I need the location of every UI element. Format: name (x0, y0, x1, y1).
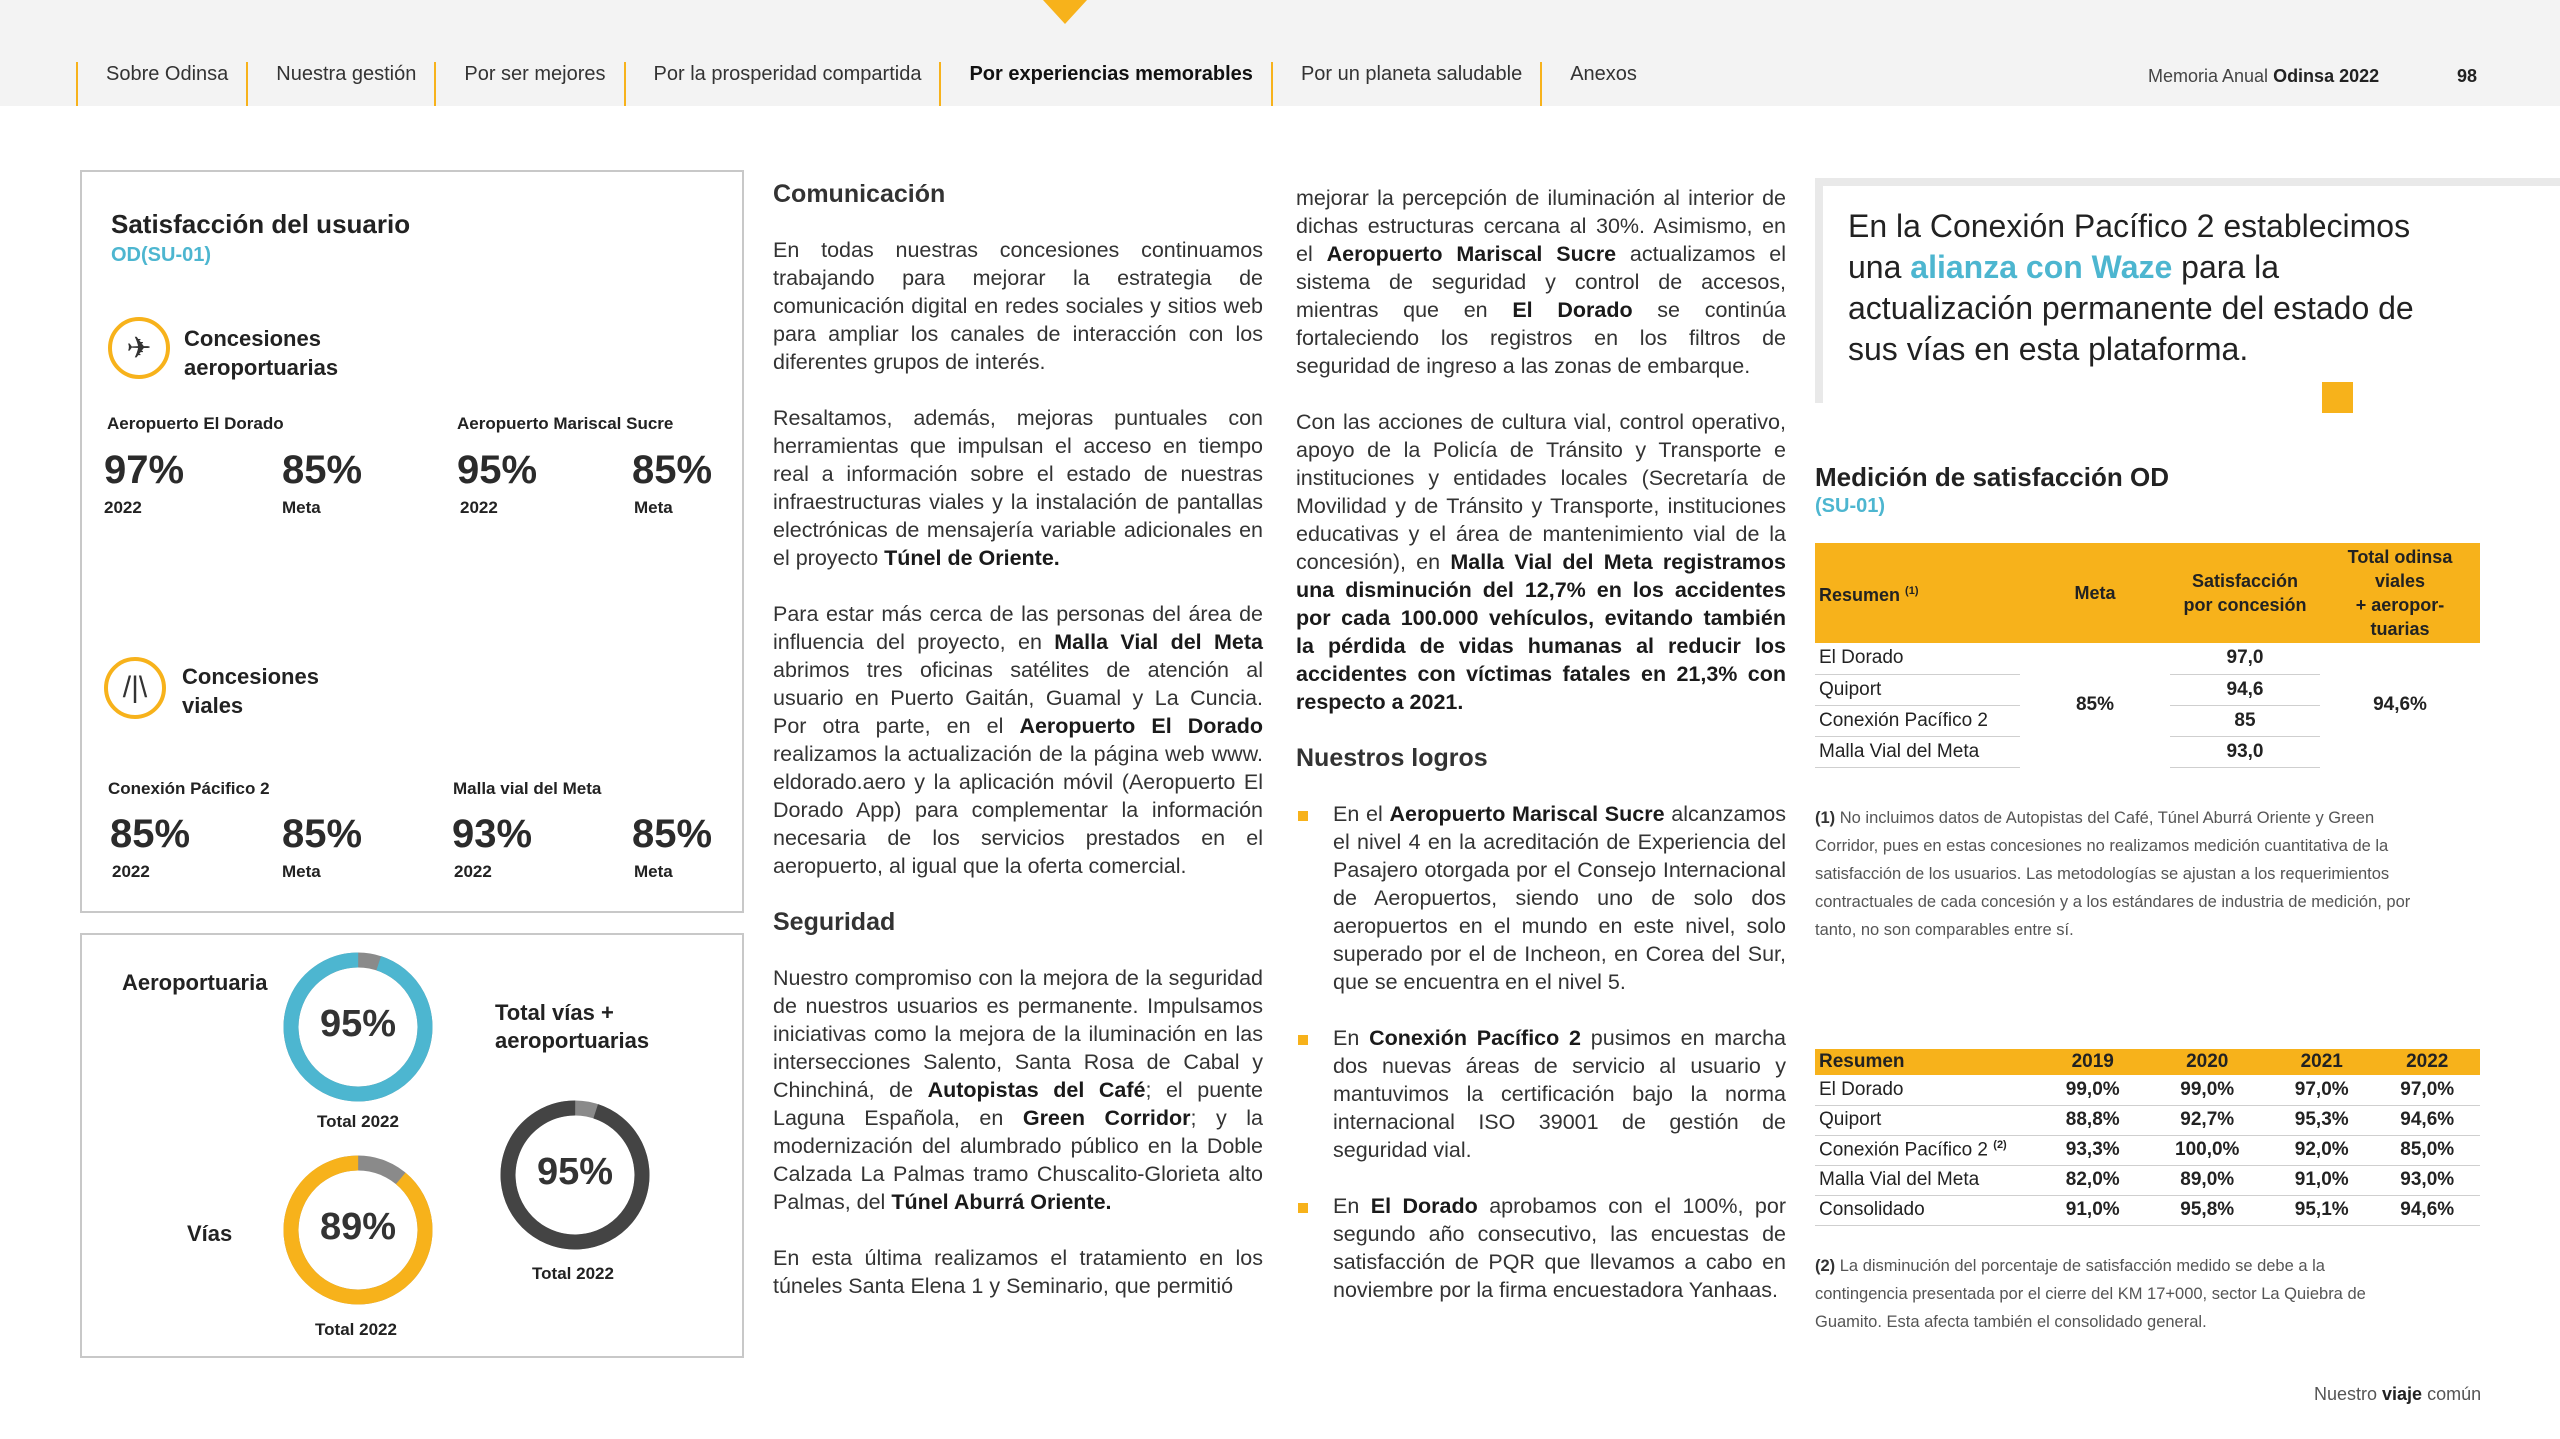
cell-2020: 92,7% (2145, 1105, 2269, 1135)
th-resumen-text: Resumen (1819, 585, 1901, 605)
row-name: El Dorado (1815, 643, 2020, 674)
b2-a: En (1333, 1026, 1370, 1050)
p2-text: Resaltamos, además, mejoras puntuales con herramientas que impulsan el acceso en tiempo real a información sobre el estado de nuestras infraestructuras viales y la instalación de pantallas electrónicas de mensajería variable adicionales en el proyecto (773, 406, 1263, 570)
p3-text-c: abrimos tres oficinas satélites de atención al usuario en Puerto Gaitán, Guamal y La Cuncia. Por otra parte, en el (773, 658, 1263, 738)
fn2-mark: (2) (1815, 1257, 1836, 1275)
vias-donut-caption: Total 2022 (315, 1320, 397, 1339)
b3-c: aprobamos con el 100%, por segundo año consecutivo, las encuestas de satisfacción de PQR que llevamos a cabo en noviembre por la firma encuestadora Yanhaas. (1333, 1194, 1786, 1302)
p3-bold-b: Malla Vial del Meta (1054, 630, 1263, 654)
para-iluminacion (1296, 184, 1786, 380)
logro-item-pacifico (1296, 1024, 1786, 1164)
row-value: 94,6 (2170, 674, 2320, 705)
airport-label-line2: aeroportuarias (184, 355, 339, 380)
heading-comunicacion: Comunicación (773, 180, 946, 208)
el-dorado-heading: Aeropuerto El Dorado (107, 414, 284, 433)
p4-bold-f: Túnel Aburrá Oriente. (891, 1190, 1112, 1214)
th-satis-1: Satisfacción (2191, 571, 2299, 591)
p3-text-e: realizamos la actualización de la página web www. eldorado.aero y la aplicación móvil (Aeropuerto El Dorado App) para complementar la información necesaria de los servicios prestados en el aeropuerto, al igual que la oferta comercial. (773, 742, 1263, 878)
cell-2019: 88,8% (2040, 1105, 2145, 1135)
malla-vial-heading: Malla vial del Meta (453, 779, 602, 798)
el-dorado-meta-label: Meta (282, 498, 321, 517)
cell-2022: 94,6% (2374, 1105, 2480, 1135)
medicion-title: Medición de satisfacción OD (1815, 462, 2169, 492)
mariscal-sucre-meta: 85% (632, 448, 713, 492)
row-value: 93,0 (2170, 736, 2320, 767)
total-label-line1: Total vías + (495, 1000, 614, 1025)
malla-vial-value: 93% (452, 812, 533, 856)
c2p1-e: se continúa fortaleciendo los registros en los filtros de seguridad de ingreso a las zonas de embarque. (1296, 298, 1786, 378)
pacifico-heading: Conexión Pácifico 2 (108, 779, 270, 798)
cell-2019: 93,3% (2040, 1135, 2145, 1165)
el-dorado-meta: 85% (282, 448, 363, 492)
satisfaction-title: Satisfacción del usuario (111, 209, 411, 239)
table-row (1815, 1165, 2480, 1195)
th-resumen (1815, 543, 2020, 643)
row-name: Conexión Pacífico 2 (1819, 1139, 1988, 1161)
cell-2020: 95,8% (2145, 1195, 2269, 1225)
airplane-icon: ✈ (108, 317, 170, 379)
mariscal-sucre-value: 95% (457, 448, 538, 492)
th-total-2: viales (2374, 571, 2426, 591)
row-name: Malla Vial del Meta (1815, 1165, 2040, 1195)
text-column-2 (1296, 184, 1786, 1332)
footer-c: común (2422, 1384, 2482, 1404)
section-nav (76, 62, 1655, 106)
aero-donut-value: 95% (319, 1003, 397, 1045)
b3-b: El Dorado (1370, 1194, 1478, 1218)
row-name: Conexión Pacífico 2 (1815, 705, 2020, 736)
c2p1-c: actualizamos el sistema de seguridad y control de accesos, mientras que en (1296, 242, 1786, 322)
th-2019: 2019 (2040, 1049, 2145, 1075)
report-title-brand: Odinsa 2022 (2273, 66, 2380, 86)
total-cell: 94,6% (2373, 694, 2427, 715)
malla-vial-year: 2022 (454, 862, 492, 881)
nav-por-ser-mejores[interactable]: Por ser mejores (434, 62, 623, 106)
table-row (1815, 1075, 2480, 1105)
cell-2019: 99,0% (2040, 1075, 2145, 1105)
totals-panel (80, 933, 744, 1358)
th-satisfaccion (2170, 543, 2320, 643)
th-total-3: + aeropor- (2355, 595, 2445, 615)
callout-accent-square (2322, 382, 2353, 413)
table-row (1815, 1135, 2480, 1165)
b2-b: Conexión Pacífico 2 (1369, 1026, 1581, 1050)
medicion-footnote (1815, 804, 2415, 944)
row-value: 97,0 (2170, 643, 2320, 674)
pacifico-year: 2022 (112, 862, 150, 881)
cell-2021: 97,0% (2269, 1075, 2374, 1105)
mariscal-sucre-heading: Aeropuerto Mariscal Sucre (457, 414, 674, 433)
medicion-code: (SU-01) (1815, 495, 1886, 517)
b3-a: En (1333, 1194, 1371, 1218)
row-value: 85 (2170, 705, 2320, 736)
report-title (2148, 66, 2379, 87)
text-column-1 (773, 180, 1263, 1328)
callout-text (1848, 206, 2448, 370)
footer-a: Nuestro (2314, 1384, 2383, 1404)
mariscal-sucre-meta-label: Meta (634, 498, 673, 517)
medicion-table (1815, 543, 2480, 768)
road-icon: /|\ (104, 657, 166, 719)
p4-text-c: ; el puente Laguna Española, en (773, 1078, 1263, 1130)
logro-item-eldorado (1296, 1192, 1786, 1304)
p4-bold-b: Autopistas del Café (927, 1078, 1146, 1102)
row-name: Malla Vial del Meta (1815, 736, 2020, 767)
c2p2-a: Con las acciones de cultura vial, control operativo, apoyo de la Policía de Tránsito y Transporte e instituciones y entidades locales (Secretaría de Movilidad y de Tránsito y Transporte, instituciones educativas y el área de mantenimiento vial de la concesión), en (1296, 410, 1786, 574)
th-resumen-sup: (1) (1905, 585, 1919, 597)
fn2-text: La disminución del porcentaje de satisfacción medido se debe a la contingencia presentada por el cierre del KM 17+000, sector La Quiebra de Guamito. Esta afecta también el consolidado general. (1815, 1257, 2366, 1331)
nav-nuestra-gestion[interactable]: Nuestra gestión (246, 62, 434, 106)
pacifico-meta: 85% (282, 812, 363, 856)
para-comunicacion-2 (773, 404, 1263, 572)
b2-c: pusimos en marcha dos nuevas áreas de servicio al usuario y mantuvimos la certificación bajo la norma internacional ISO 39001 de gestión de seguridad vial. (1333, 1026, 1786, 1162)
cell-2021: 95,3% (2269, 1105, 2374, 1135)
logro-item-mariscal (1296, 800, 1786, 996)
cell-2022: 85,0% (2374, 1135, 2480, 1165)
c2p1-b: Aeropuerto Mariscal Sucre (1326, 242, 1617, 266)
cell-2020: 89,0% (2145, 1165, 2269, 1195)
cell-2019: 82,0% (2040, 1165, 2145, 1195)
cell-2021: 91,0% (2269, 1165, 2374, 1195)
cell-2021: 95,1% (2269, 1195, 2374, 1225)
p2-bold: Túnel de Oriente. (884, 546, 1060, 570)
satisfaction-code: OD(SU-01) (111, 244, 212, 266)
th-satis-2: por concesión (2183, 595, 2307, 615)
airport-label-line1: Concesiones (184, 326, 321, 351)
nav-anexos[interactable]: Anexos (1540, 62, 1655, 106)
cell-2022: 94,6% (2374, 1195, 2480, 1225)
el-dorado-year: 2022 (104, 498, 142, 517)
p4-bold-d: Green Corridor (1022, 1106, 1191, 1130)
historico-footnote (1815, 1252, 2415, 1336)
vias-donut-label: Vías (187, 1221, 233, 1246)
fn1-text: No incluimos datos de Autopistas del Café, Túnel Aburrá Oriente y Green Corridor, pues en estas concesiones no realizamos medición cuantitativa de la satisfacción de los usuarios. Las metodologías se ajustan a los requerimientos contractuales de cada concesión y a los estándares de industria de medición, por tanto, no son comparables entre sí. (1815, 809, 2411, 939)
malla-vial-meta: 85% (632, 812, 713, 856)
para-cultura-vial (1296, 408, 1786, 716)
row-sup: (2) (1993, 1138, 2007, 1151)
p4-text-a: Nuestro compromiso con la mejora de la seguridad de nuestros usuarios es permanente. Impulsamos iniciativas como la mejora de la iluminación en las intersecciones Salento, Santa Rosa de Cabal y Chinchiná, de (773, 966, 1263, 1102)
aero-donut-caption: Total 2022 (317, 1112, 399, 1131)
historico-table (1815, 1049, 2480, 1226)
fn1-mark: (1) (1815, 809, 1836, 827)
c2p1-a: mejorar la percepción de iluminación al interior de dichas estructuras cercana al 30%. Asimismo, en el (1296, 186, 1786, 266)
table-row (1815, 643, 2480, 674)
road-concessions-label (182, 662, 319, 720)
p3-text-a: Para estar más cerca de las personas del área de influencia del proyecto, en (773, 602, 1263, 654)
total-label-line2: aeroportuarias (495, 1028, 650, 1053)
row-name: Quiport (1815, 1105, 2040, 1135)
b1-a: En el (1333, 802, 1390, 826)
para-comunicacion-1: En todas nuestras concesiones continuamos trabajando para mejorar la estrategia de comunicación digital en redes sociales y sitios web para ampliar los canales de interacción con los diferentes grupos de interés. (773, 238, 1263, 374)
report-title-prefix: Memoria Anual (2148, 66, 2274, 86)
total-donut-caption: Total 2022 (532, 1264, 614, 1283)
cell-2022: 97,0% (2374, 1075, 2480, 1105)
th-hist-resumen: Resumen (1815, 1049, 2040, 1075)
active-section-marker (1043, 0, 1087, 24)
page-number: 98 (2457, 66, 2478, 86)
malla-vial-meta-label: Meta (634, 862, 673, 881)
nav-experiencias-memorables[interactable]: Por experiencias memorables (939, 62, 1270, 106)
b1-b: Aeropuerto Mariscal Sucre (1389, 802, 1665, 826)
para-seguridad-2: En esta última realizamos el tratamiento en los túneles Santa Elena 1 y Seminario, que permitió (773, 1246, 1263, 1298)
meta-cell: 85% (2075, 694, 2115, 715)
airport-concessions-label (184, 324, 338, 382)
cell-2019: 91,0% (2040, 1195, 2145, 1225)
c2p2-b: Malla Vial del Meta registramos una disminución del 12,7% en los accidentes por cada 100.000 vehículos, evitando también la pérdida de vidas humanas al reducir los accidentes con víctimas fatales en 21,3% con respecto a 2021. (1296, 550, 1786, 714)
callout-text-b: para la actualización permanente del estado de sus vías en esta plataforma. (1848, 249, 2414, 367)
footer-tagline (2314, 1384, 2481, 1405)
row-name: El Dorado (1815, 1075, 2040, 1105)
heading-logros: Nuestros logros (1296, 744, 1488, 772)
p4-text-e: ; y la modernización del alumbrado público en la Doble Calzada La Palmas tramo Chuscalito-Glorieta alto Palmas, del (773, 1106, 1263, 1214)
table-row (1815, 1105, 2480, 1135)
cell-2020: 100,0% (2145, 1135, 2269, 1165)
heading-seguridad: Seguridad (773, 908, 896, 936)
th-total-4: tuarias (2370, 619, 2430, 639)
mariscal-sucre-year: 2022 (460, 498, 498, 517)
th-2020: 2020 (2145, 1049, 2269, 1075)
total-donut-value: 95% (536, 1151, 614, 1193)
row-name: Quiport (1815, 674, 2020, 705)
total-donut-label (495, 999, 649, 1055)
cell-2020: 99,0% (2145, 1075, 2269, 1105)
satisfaction-panel (80, 170, 744, 913)
el-dorado-value: 97% (104, 448, 185, 492)
c2p1-d: El Dorado (1512, 298, 1633, 322)
table-row (1815, 1195, 2480, 1225)
row-name-cell (1815, 1135, 2040, 1165)
para-comunicacion-3 (773, 600, 1263, 880)
th-total-1: Total odinsa (2347, 547, 2453, 567)
vias-donut-value: 89% (319, 1206, 397, 1248)
th-2022: 2022 (2374, 1049, 2480, 1075)
b1-c: alcanzamos el nivel 4 en la acreditación de Experiencia del Pasajero otorgada por el Consejo Internacional de Aeropuertos, siendo uno de solo dos aeropuertos en el mundo en este nivel, solo superado por el de Incheon, en Corea del Sur, que se encuentra en el nivel 5. (1333, 802, 1787, 994)
nav-planeta-saludable[interactable]: Por un planeta saludable (1271, 62, 1540, 106)
cell-2021: 92,0% (2269, 1135, 2374, 1165)
nav-prosperidad-compartida[interactable]: Por la prosperidad compartida (624, 62, 940, 106)
pacifico-value: 85% (110, 812, 191, 856)
aero-donut-label: Aeroportuaria (122, 970, 268, 995)
th-meta: Meta (2020, 543, 2170, 643)
pacifico-meta-label: Meta (282, 862, 321, 881)
cell-2022: 93,0% (2374, 1165, 2480, 1195)
p3-bold-d: Aeropuerto El Dorado (1019, 714, 1263, 738)
road-label-line1: Concesiones (182, 664, 319, 689)
row-name: Consolidado (1815, 1195, 2040, 1225)
callout-text-a: En la Conexión Pacífico 2 establecimos una (1848, 208, 2411, 285)
nav-sobre-odinsa[interactable]: Sobre Odinsa (76, 62, 246, 106)
road-label-line2: viales (182, 693, 244, 718)
para-seguridad-1 (773, 964, 1263, 1216)
th-2021: 2021 (2269, 1049, 2374, 1075)
callout-highlight: alianza con Waze (1910, 249, 2173, 285)
footer-b: viaje (2382, 1384, 2423, 1404)
th-total (2320, 543, 2480, 643)
